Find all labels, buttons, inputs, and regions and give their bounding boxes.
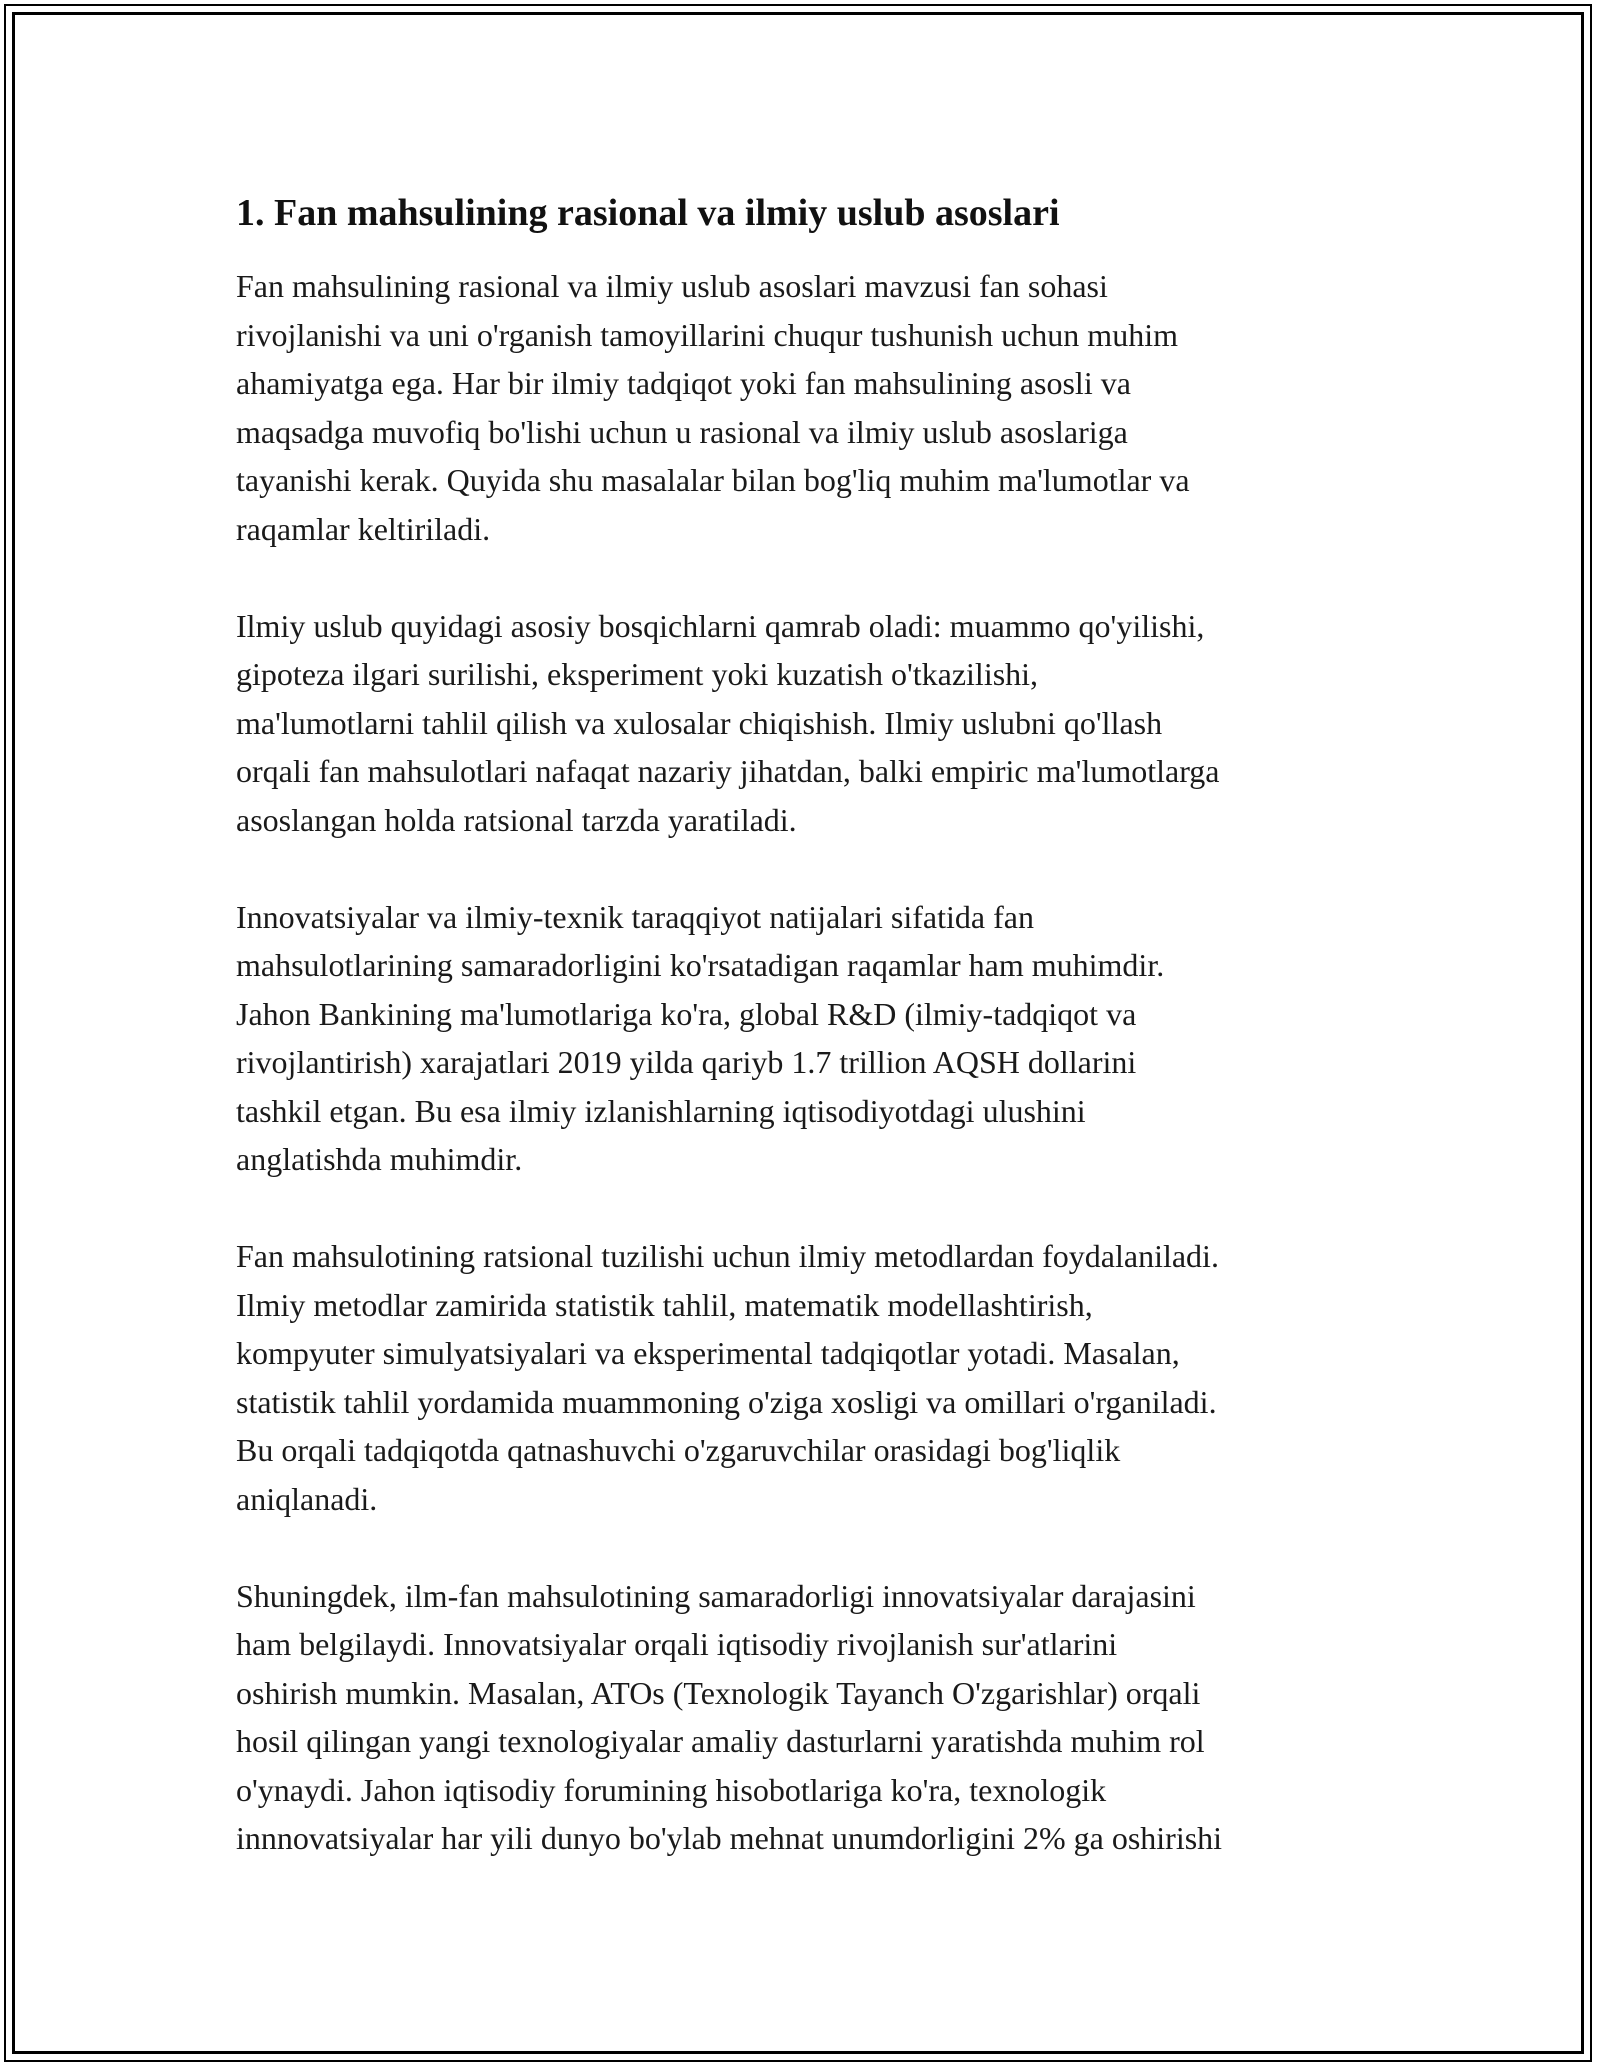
section-heading: 1. Fan mahsulining rasional va ilmiy uslub asoslari [236,192,1060,234]
paragraph-1: Fan mahsulining rasional va ilmiy uslub asoslari mavzusi fan sohasi rivojlanishi va uni o'rganish tamoyillarini chuqur tushunish uchun muhim ahamiyatga ega. Har bir ilmiy tadqiqot yoki fan mahsulining asosli va maqsadga muvofiq bo'lishi uchun u rasional va ilmiy uslub asoslariga tayanishi kerak. Quyida shu masalalar bilan bog'liq muhim ma'lumotlar va raqamlar keltiriladi. [236,268,1190,547]
paragraph-3: Innovatsiyalar va ilmiy-texnik taraqqiyot natijalari sifatida fan mahsulotlarining samaradorligini ko'rsatadigan raqamlar ham muhimdir. Jahon Bankining ma'lumotlariga ko'ra, global R&D (ilmiy-tadqiqot va rivojlantirish) xarajatlari 2019 yilda qariyb 1.7 trillion AQSH dollarini tashkil etgan. Bu esa ilmiy izlanishlarning iqtisodiyotdagi ulushini anglatishda muhimdir. [236,898,1165,1177]
paragraph-5: Shuningdek, ilm-fan mahsulotining samaradorligi innovatsiyalar darajasini ham belgilaydi. Innovatsiyalar orqali iqtisodiy rivojlanish sur'atlarini oshirish mumkin. Masalan, ATOs (Texnologik Tayanch O'zgarishlar) orqali hosil qilingan yangi texnologiyalar amaliy dasturlarni yaratishda muhim rol o'ynaydi. Jahon iqtisodiy forumining hisobotlariga ko'ra, texnologik innnovatsiyalar har yili dunyo bo'ylab mehnat unumdorligini 2% ga oshirishi [236,1577,1223,1856]
paragraph-4: Fan mahsulotining ratsional tuzilishi uchun ilmiy metodlardan foydalaniladi. Ilmiy metodlar zamirida statistik tahlil, matematik modellashtirish, kompyuter simulyatsiyalari va eksperimental tadqiqotlar yotadi. Masalan, statistik tahlil yordamida muammoning o'ziga xosligi va omillari o'rganiladi. Bu orqali tadqiqotda qatnashuvchi o'zgaruvchilar orasidagi bog'liqlik aniqlanadi. [236,1238,1219,1517]
document-body [236,188,1386,1911]
paragraph-2: Ilmiy uslub quyidagi asosiy bosqichlarni qamrab oladi: muammo qo'yilishi, gipoteza ilgari surilishi, eksperiment yoki kuzatish o'tkazilishi, ma'lumotlarni tahlil qilish va xulosalar chiqishish. Ilmiy uslubni qo'llash orqali fan mahsulotlari nafaqat nazariy jihatdan, balki empiric ma'lumotlarga asoslangan holda ratsional tarzda yaratiladi. [236,607,1220,838]
